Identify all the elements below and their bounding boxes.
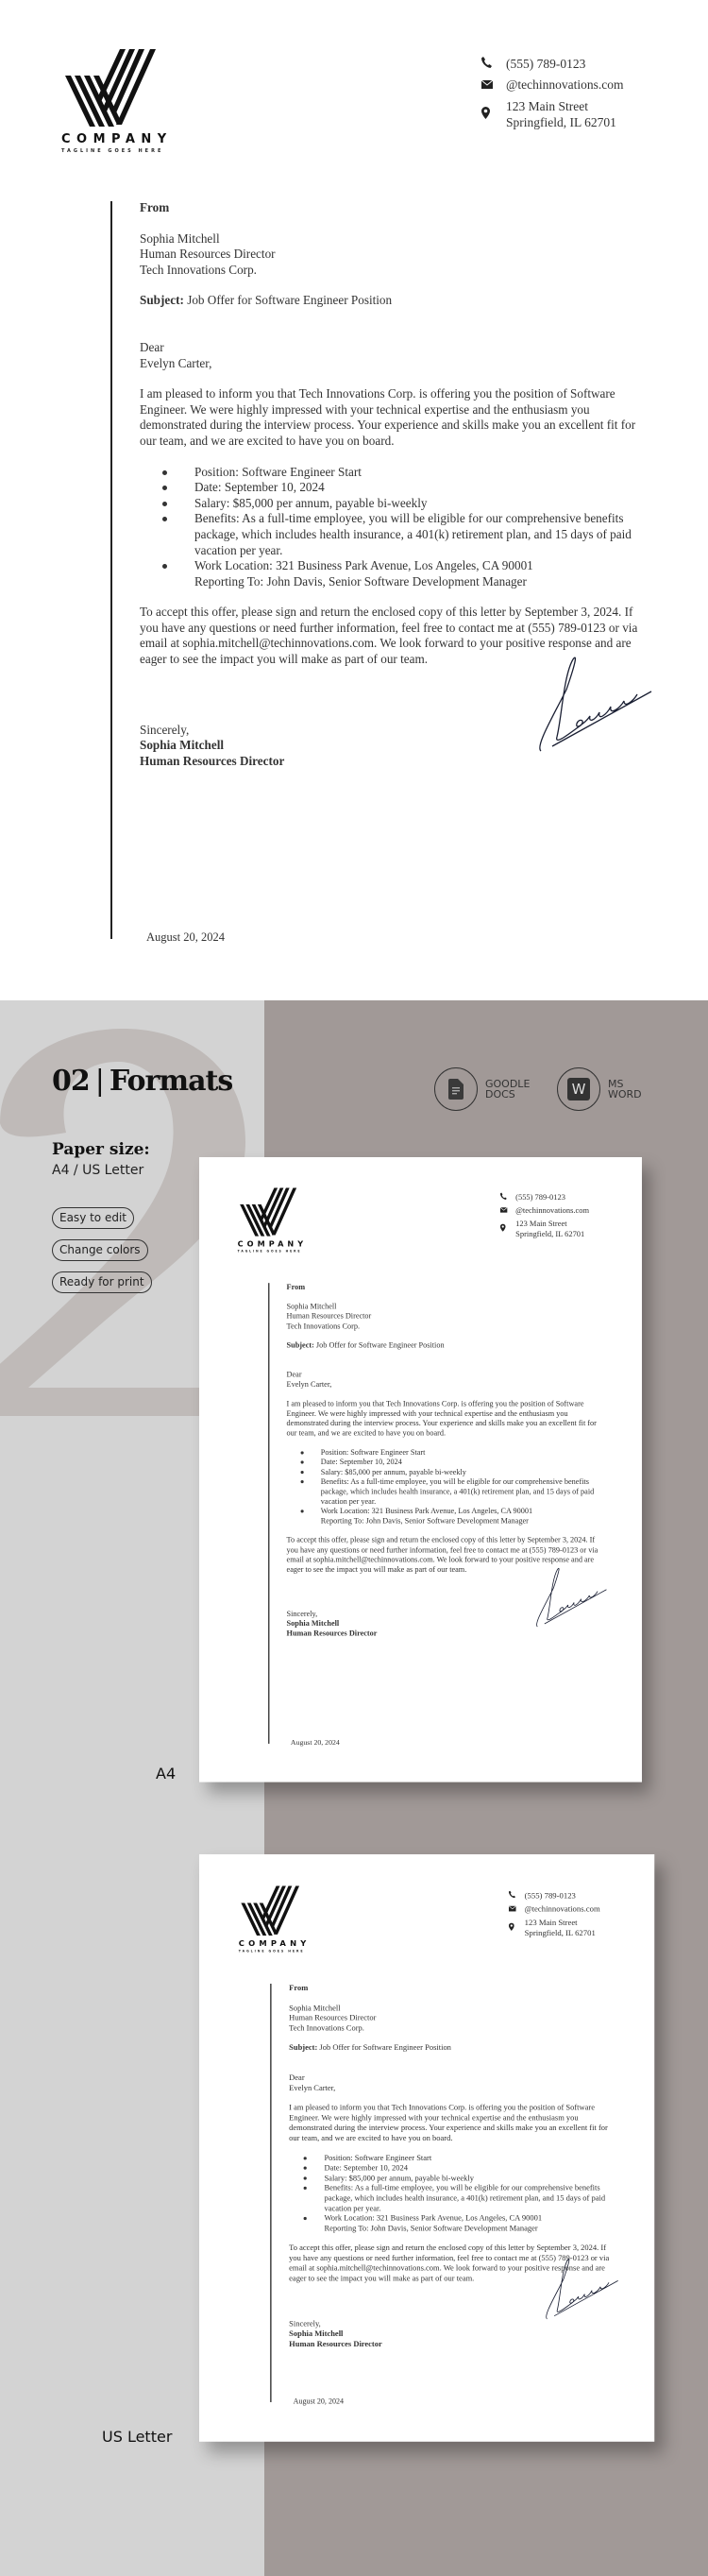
- signer-name: Sophia Mitchell: [286, 1618, 340, 1628]
- us-letter-label: US Letter: [102, 2428, 173, 2446]
- company-logo: [239, 1885, 309, 1953]
- mail-icon: [481, 78, 506, 93]
- letter-preview-us-letter: [199, 1854, 654, 2442]
- sender-company: Tech Innovations Corp.: [286, 1321, 361, 1331]
- phone-text: (555) 789-0123: [515, 1192, 565, 1202]
- address-line1: 123 Main Street: [506, 99, 588, 113]
- list-item: Reporting To: John Davis, Senior Software Development Manager: [320, 1515, 529, 1526]
- letter-preview-a4: [199, 1157, 642, 1783]
- offer-details-list: [298, 1447, 608, 1526]
- paragraph-accept: To accept this offer, please sign and return the enclosed copy of this letter by September 3, 2024. If you have any questions or need further information, feel free to contact me at (555) 789-0123 or via email at sophia.mitchell@techinnovations.com. We look forward to your positive response and are eager to see the impact you will make as part of our team.: [289, 2243, 610, 2283]
- format-label-line1: GOODLE: [485, 1078, 531, 1090]
- email-text: @techinnovations.com: [524, 1903, 600, 1914]
- email-text: @techinnovations.com: [506, 77, 624, 92]
- location-pin-icon: [509, 1922, 525, 1933]
- contact-info: [500, 1193, 589, 1243]
- contact-info: [509, 1891, 600, 1942]
- subject-text: Job Offer for Software Engineer Position: [313, 1340, 445, 1350]
- list-item: Work Location: 321 Business Park Avenue, Los Angeles, CA 90001: [298, 1507, 608, 1516]
- phone-text: (555) 789-0123: [506, 57, 586, 71]
- sender-name: Sophia Mitchell: [140, 230, 220, 246]
- sender-company: Tech Innovations Corp.: [140, 262, 257, 277]
- closing: Sincerely,: [286, 1609, 318, 1618]
- from-label: From: [286, 1282, 306, 1291]
- from-label: From: [140, 200, 170, 214]
- salutation: Dear: [289, 2073, 305, 2083]
- section-title: [52, 1065, 232, 1098]
- feature-pill-easy-edit: Easy to edit: [52, 1207, 134, 1229]
- list-item: Work Location: 321 Business Park Avenue, Los Angeles, CA 90001: [159, 558, 654, 574]
- mail-icon: [500, 1206, 515, 1215]
- feature-pill-ready-print: Ready for print: [52, 1271, 152, 1293]
- address-line2: Springfield, IL 62701: [524, 1928, 596, 1938]
- phone-text: (555) 789-0123: [524, 1890, 576, 1901]
- ms-word-icon: [557, 1067, 600, 1111]
- paragraph-intro: I am pleased to inform you that Tech Innovations Corp. is offering you the position of Software Engineer. We were highly impressed with your technical expertise and the enthusiasm you demonstrated during the interview process. Your experience and skills make you an excellent fit for our team, and we are excited to have you on board.: [286, 1398, 597, 1438]
- list-item: Work Location: 321 Business Park Avenue, Los Angeles, CA 90001: [301, 2213, 620, 2224]
- mail-icon: [509, 1904, 525, 1914]
- recipient-name: Evelyn Carter,: [289, 2083, 336, 2092]
- section-number: 02: [52, 1065, 90, 1098]
- list-item: Benefits: As a full-time employee, you will be eligible for our comprehensive benefits package, which includes health insurance, a 401(k) retirement plan, and 15 days of paid vacation per year.: [298, 1476, 608, 1506]
- list-item: Benefits: As a full-time employee, you will be eligible for our comprehensive benefits package, which includes health insurance, a 401(k) retirement plan, and 15 days of paid vacation per year.: [301, 2183, 620, 2213]
- section-title-text: Formats: [109, 1065, 233, 1098]
- list-item: Position: Software Engineer Start: [159, 465, 654, 481]
- signer-title: Human Resources Director: [289, 2339, 382, 2348]
- title-separator: |: [94, 1065, 104, 1098]
- list-item: Salary: $85,000 per annum, payable bi-weekly: [301, 2173, 620, 2183]
- logo-mark-icon: [238, 1188, 303, 1237]
- letter-page-main: [0, 0, 708, 1000]
- format-google-docs: [434, 1067, 530, 1111]
- format-label-line2: WORD: [608, 1088, 642, 1100]
- address-line2: Springfield, IL 62701: [515, 1229, 585, 1238]
- company-logo: [61, 49, 173, 154]
- company-tagline: TAGLINE GOES HERE: [237, 1250, 302, 1254]
- phone-icon: [509, 1891, 525, 1901]
- location-pin-icon: [481, 107, 506, 123]
- sender-company: Tech Innovations Corp.: [289, 2022, 364, 2033]
- company-name: COMPANY: [61, 132, 173, 146]
- address-line2: Springfield, IL 62701: [506, 115, 616, 129]
- letter-date: August 20, 2024: [293, 2397, 345, 2406]
- list-item: Position: Software Engineer Start: [301, 2153, 620, 2163]
- address-line1: 123 Main Street: [515, 1219, 567, 1229]
- phone-icon: [481, 57, 506, 72]
- sender-title: Human Resources Director: [286, 1311, 372, 1321]
- sender-name: Sophia Mitchell: [289, 2003, 341, 2012]
- logo-mark-icon: [239, 1885, 306, 1936]
- from-label: From: [289, 1983, 309, 1992]
- subject-text: Job Offer for Software Engineer Position: [183, 293, 393, 308]
- feature-pill-change-colors: Change colors: [52, 1239, 148, 1261]
- company-name: COMPANY: [237, 1239, 308, 1249]
- contact-info: [481, 57, 624, 136]
- letter-date: August 20, 2024: [290, 1738, 340, 1748]
- paragraph-intro: I am pleased to inform you that Tech Innovations Corp. is offering you the position of Software Engineer. We were highly impressed with your technical expertise and the enthusiasm you demonstrated during the interview process. Your experience and skills make you an excellent fit for our team, and we are excited to have you on board.: [140, 386, 636, 448]
- sender-title: Human Resources Director: [140, 247, 276, 262]
- paragraph-accept: To accept this offer, please sign and return the enclosed copy of this letter by September 3, 2024. If you have any questions or need further information, feel free to contact me at (555) 789-0123 or via email at sophia.mitchell@techinnovations.com. We look forward to your positive response and are eager to see the impact you will make as part of our team.: [286, 1535, 598, 1574]
- company-tagline: TAGLINE GOES HERE: [238, 1949, 305, 1953]
- vertical-rule: [110, 201, 112, 939]
- signature-image: [542, 2255, 621, 2325]
- location-pin-icon: [500, 1223, 515, 1234]
- signature-image: [532, 1564, 609, 1632]
- paper-size-value: A4 / US Letter: [52, 1163, 144, 1178]
- sender-name: Sophia Mitchell: [286, 1301, 337, 1311]
- list-item: Salary: $85,000 per annum, payable bi-weekly: [159, 496, 654, 512]
- signer-title: Human Resources Director: [140, 753, 285, 768]
- company-tagline: TAGLINE GOES HERE: [61, 148, 164, 154]
- list-item: Benefits: As a full-time employee, you will be eligible for our comprehensive benefits package, which includes health insurance, a 401(k) retirement plan, and 15 days of paid vacation per year.: [159, 511, 654, 558]
- a4-label: A4: [156, 1765, 177, 1783]
- sender-title: Human Resources Director: [289, 2012, 377, 2022]
- google-docs-icon: [434, 1067, 478, 1111]
- subject-label: Subject:: [289, 2042, 318, 2053]
- subject-label: Subject:: [286, 1340, 314, 1350]
- list-item: Date: September 10, 2024: [298, 1458, 608, 1467]
- format-label-line2: DOCS: [485, 1088, 515, 1100]
- list-item: Reporting To: John Davis, Senior Software Development Manager: [194, 573, 527, 589]
- phone-icon: [500, 1193, 515, 1203]
- list-item: Salary: $85,000 per annum, payable bi-weekly: [298, 1467, 608, 1476]
- offer-details-list: [301, 2153, 620, 2233]
- paragraph-accept: To accept this offer, please sign and return the enclosed copy of this letter by September 3, 2024. If you have any questions or need further information, feel free to contact me at (555) 789-0123 or via email at sophia.mitchell@techinnovations.com. We look forward to your positive response and are eager to see the impact you will make as part of our team.: [140, 605, 638, 667]
- salutation: Dear: [286, 1370, 302, 1379]
- word-glyph: W: [567, 1078, 590, 1100]
- address-line1: 123 Main Street: [524, 1918, 578, 1928]
- format-ms-word: [557, 1067, 642, 1111]
- paper-size-label: Paper size:: [52, 1140, 150, 1159]
- subject-label: Subject:: [140, 293, 184, 308]
- signer-name: Sophia Mitchell: [289, 2329, 344, 2338]
- closing: Sincerely,: [140, 722, 190, 737]
- offer-details-list: [159, 465, 654, 590]
- letter-date: August 20, 2024: [146, 930, 225, 944]
- signer-name: Sophia Mitchell: [140, 738, 225, 753]
- email-text: @techinnovations.com: [515, 1205, 590, 1215]
- list-item: Date: September 10, 2024: [159, 480, 654, 496]
- subject-text: Job Offer for Software Engineer Position: [317, 2042, 451, 2053]
- list-item: Position: Software Engineer Start: [298, 1447, 608, 1457]
- signer-title: Human Resources Director: [286, 1628, 378, 1638]
- vertical-rule: [270, 1984, 271, 2402]
- company-name: COMPANY: [238, 1939, 311, 1949]
- company-logo: [238, 1188, 306, 1254]
- list-item: Reporting To: John Davis, Senior Software Development Manager: [324, 2223, 538, 2233]
- list-item: Date: September 10, 2024: [301, 2163, 620, 2174]
- logo-mark-icon: [61, 49, 165, 127]
- salutation: Dear: [140, 339, 164, 354]
- recipient-name: Evelyn Carter,: [286, 1379, 332, 1389]
- vertical-rule: [268, 1283, 269, 1744]
- paragraph-intro: I am pleased to inform you that Tech Innovations Corp. is offering you the position of Software Engineer. We were highly impressed with your technical expertise and the enthusiasm you demonstrated during the interview process. Your experience and skills make you an excellent fit for our team, and we are excited to have you on board.: [289, 2103, 608, 2142]
- recipient-name: Evelyn Carter,: [140, 355, 212, 370]
- signature-image: [533, 652, 656, 760]
- closing: Sincerely,: [289, 2318, 321, 2329]
- format-label-line1: MS: [608, 1078, 624, 1090]
